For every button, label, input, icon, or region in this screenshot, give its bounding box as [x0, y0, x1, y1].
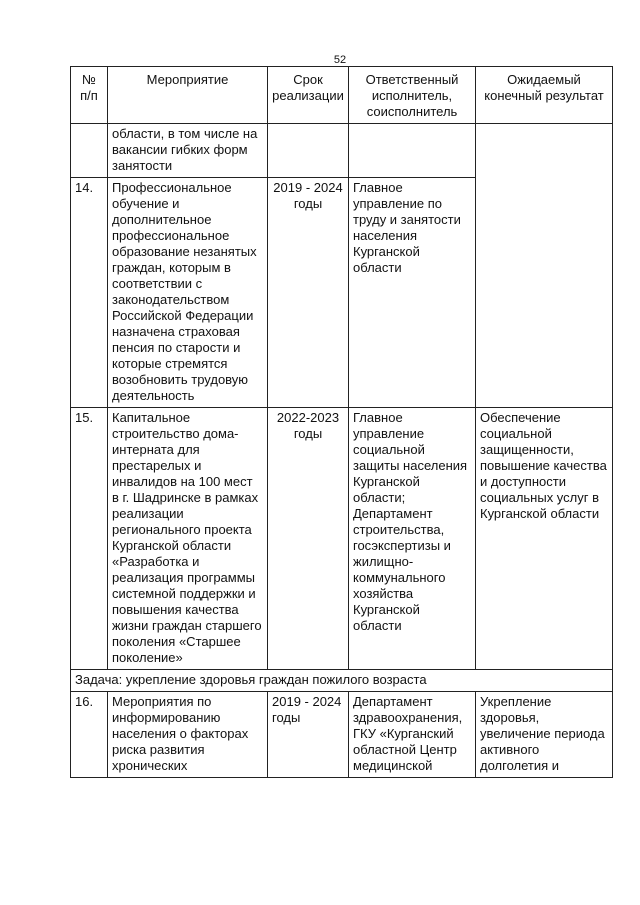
cell-result — [476, 124, 613, 408]
table-header-row — [71, 67, 613, 124]
cell-num — [71, 124, 108, 178]
cell-num: 16. — [71, 692, 108, 778]
cell-activity: Мероприятия по информированию населения о факторах риска развития хронических — [108, 692, 268, 778]
cell-activity: Капитальное строительство дома-интерната для престарелых и инвалидов на 100 мест в г. Шадринске в рамках реализации регионального проекта Курганской области «Разработка и реализация программы системной поддержки и повышения качества жизни граждан старшего поколения «Старшее поколение» — [108, 408, 268, 670]
header-responsible: Ответственный исполнитель, соисполнитель — [349, 67, 476, 124]
cell-responsible: Департамент здравоохранения, ГКУ «Курганский областной Центр медицинской — [349, 692, 476, 778]
table-row-15 — [71, 408, 613, 670]
cell-result: Обеспечение социальной защищенности, повышение качества и доступности социальных услуг в Курганской области — [476, 408, 613, 670]
measures-table — [70, 66, 613, 778]
cell-activity: Профессиональное обучение и дополнительное профессиональное образование незанятых граждан, которым в соответствии с законодательством Российской Федерации назначена страховая пенсия по старости и которые стремятся возобновить трудовую деятельность — [108, 178, 268, 408]
cell-num: 14. — [71, 178, 108, 408]
cell-responsible: Главное управление по труду и занятости населения Курганской области — [349, 178, 476, 408]
header-num: № п/п — [71, 67, 108, 124]
table-row-16 — [71, 692, 613, 778]
cell-num: 15. — [71, 408, 108, 670]
header-activity: Мероприятие — [108, 67, 268, 124]
page-number: 52 — [333, 54, 347, 66]
cell-term: 2022-2023 годы — [268, 408, 349, 670]
cell-activity: области, в том числе на вакансии гибких форм занятости — [108, 124, 268, 178]
cell-term: 2019 - 2024 годы — [268, 178, 349, 408]
header-result: Ожидаемый конечный результат — [476, 67, 613, 124]
cell-responsible — [349, 124, 476, 178]
task-row — [71, 670, 613, 692]
cell-term — [268, 124, 349, 178]
task-text: Задача: укрепление здоровья граждан пожилого возраста — [71, 670, 613, 692]
cell-term: 2019 - 2024 годы — [268, 692, 349, 778]
cell-responsible: Главное управление социальной защиты населения Курганской области; Департамент строительства, госэкспертизы и жилищно-коммунального хозяйства Курганской области — [349, 408, 476, 670]
table-row-continuation — [71, 124, 613, 178]
header-term: Срок реализации — [268, 67, 349, 124]
cell-result: Укрепление здоровья, увеличение периода активного долголетия и — [476, 692, 613, 778]
